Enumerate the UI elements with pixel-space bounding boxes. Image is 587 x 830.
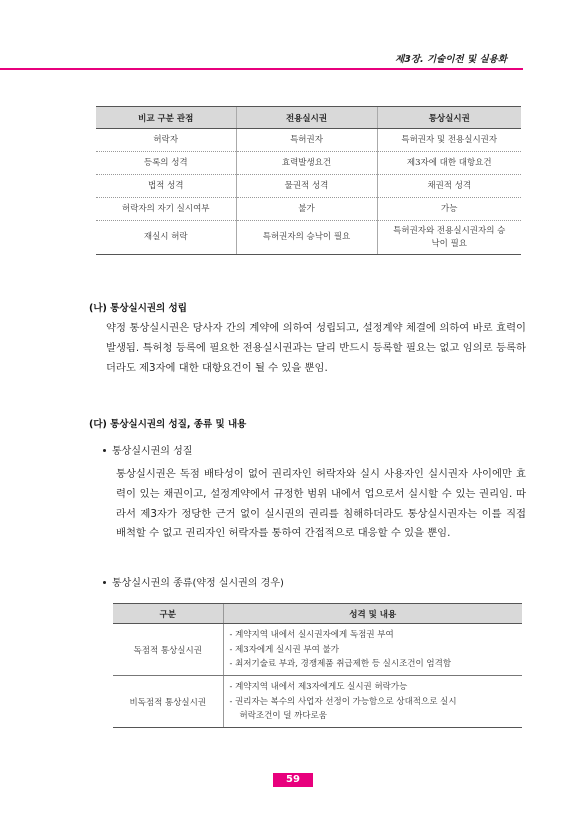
table-header-row (113, 604, 522, 624)
page-number: 59 (273, 773, 313, 787)
list-item: - 계약지역 내에서 실시권자에게 독점권 부여 (229, 630, 394, 641)
table-cell: 물권적 성격 (236, 175, 377, 198)
table-cell: 특허권자 (236, 129, 377, 152)
table-cell: 독점적 통상실시권 (113, 624, 223, 676)
column-header: 전용실시권 (236, 107, 377, 129)
bullet-text: 통상실시권의 종류(약정 실시권의 경우) (112, 578, 284, 589)
table-cell: 효력발생요건 (236, 152, 377, 175)
chapter-title: 제3장. 기술이전 및 실용화 (395, 54, 507, 65)
table-row (96, 198, 521, 221)
list-item: 허락조건이 덜 까다로움 (239, 711, 328, 722)
table-cell: 특허권자의 승낙이 필요 (236, 221, 377, 255)
table-cell: 재실시 허락 (96, 221, 236, 255)
table-row (96, 221, 521, 255)
table-cell: 허락자 (96, 129, 236, 152)
table-row (96, 129, 521, 152)
bullet-item (103, 574, 284, 589)
table-cell: 특허권자 및 전용실시권자 (377, 129, 521, 152)
comparison-table (96, 106, 521, 255)
column-header: 성격 및 내용 (223, 604, 522, 624)
table-header-row (96, 107, 521, 129)
table-row (96, 175, 521, 198)
bullet-dot-icon (103, 581, 106, 584)
table-cell: 등록의 성격 (96, 152, 236, 175)
column-header: 비교 구분 관점 (96, 107, 236, 129)
bullet-text: 통상실시권의 성질 (112, 446, 193, 457)
table-cell: 허락자의 자기 실시여부 (96, 198, 236, 221)
table-cell: 제3자에 대한 대항요건 (377, 152, 521, 175)
bullet-item (103, 442, 192, 457)
table-cell: 채권적 성격 (377, 175, 521, 198)
table-row (113, 624, 522, 676)
section-na-paragraph: 약정 통상실시권은 당사자 간의 계약에 의하여 성립되고, 설정계약 체결에 의하여 바로 효력이 발생됨. 특허청 등록에 필요한 전용실시권과는 달리 반드시 등록할 필요는 없고 임의로 등록하더라도 제3자에 대한 대항요건이 될 수 있을 뿐임. (106, 322, 526, 374)
list-item: - 최저기술료 부과, 경쟁제품 취급제한 등 실시조건이 엄격함 (229, 659, 452, 670)
table-row (113, 676, 522, 728)
list-item: - 제3자에게 실시권 부여 불가 (229, 644, 339, 655)
table-cell: 가능 (377, 198, 521, 221)
table-cell: 불가 (236, 198, 377, 221)
table-cell: 특허권자와 전용실시권자의 승낙이 필요 (377, 221, 521, 255)
license-types-table (113, 603, 522, 728)
table-row (96, 152, 521, 175)
header-divider (0, 68, 523, 70)
section-heading-na: (나) 통상실시권의 성립 (89, 303, 187, 314)
table-cell (223, 676, 522, 728)
list-item: - 계약지역 내에서 제3자에게도 실시권 허락가능 (229, 682, 408, 693)
section-da-paragraph: 통상실시권은 독점 배타성이 없어 권리자인 허락자와 실시 사용자인 실시권자 사이에만 효력이 있는 채권이고, 설정계약에서 규정한 범위 내에서 업으로서 실시할 수 있는 권리임. 따라서 제3자가 정당한 근거 없이 실시권의 권리를 침해하더라도 통상실시권자는 이를 직접 배척할 수 없고 권리자인 허락자를 통하여 간접적으로 대응할 수 있을 뿐임. (116, 468, 526, 540)
bullet-dot-icon (103, 449, 106, 452)
table-cell (223, 624, 522, 676)
table-cell: 비독점적 통상실시권 (113, 676, 223, 728)
table-cell: 법적 성격 (96, 175, 236, 198)
list-item: - 권리자는 복수의 사업자 선정이 가능함으로 상대적으로 실시 (229, 696, 457, 707)
column-header: 구분 (113, 604, 223, 624)
column-header: 통상실시권 (377, 107, 521, 129)
section-heading-da: (다) 통상실시권의 성질, 종류 및 내용 (89, 419, 247, 430)
